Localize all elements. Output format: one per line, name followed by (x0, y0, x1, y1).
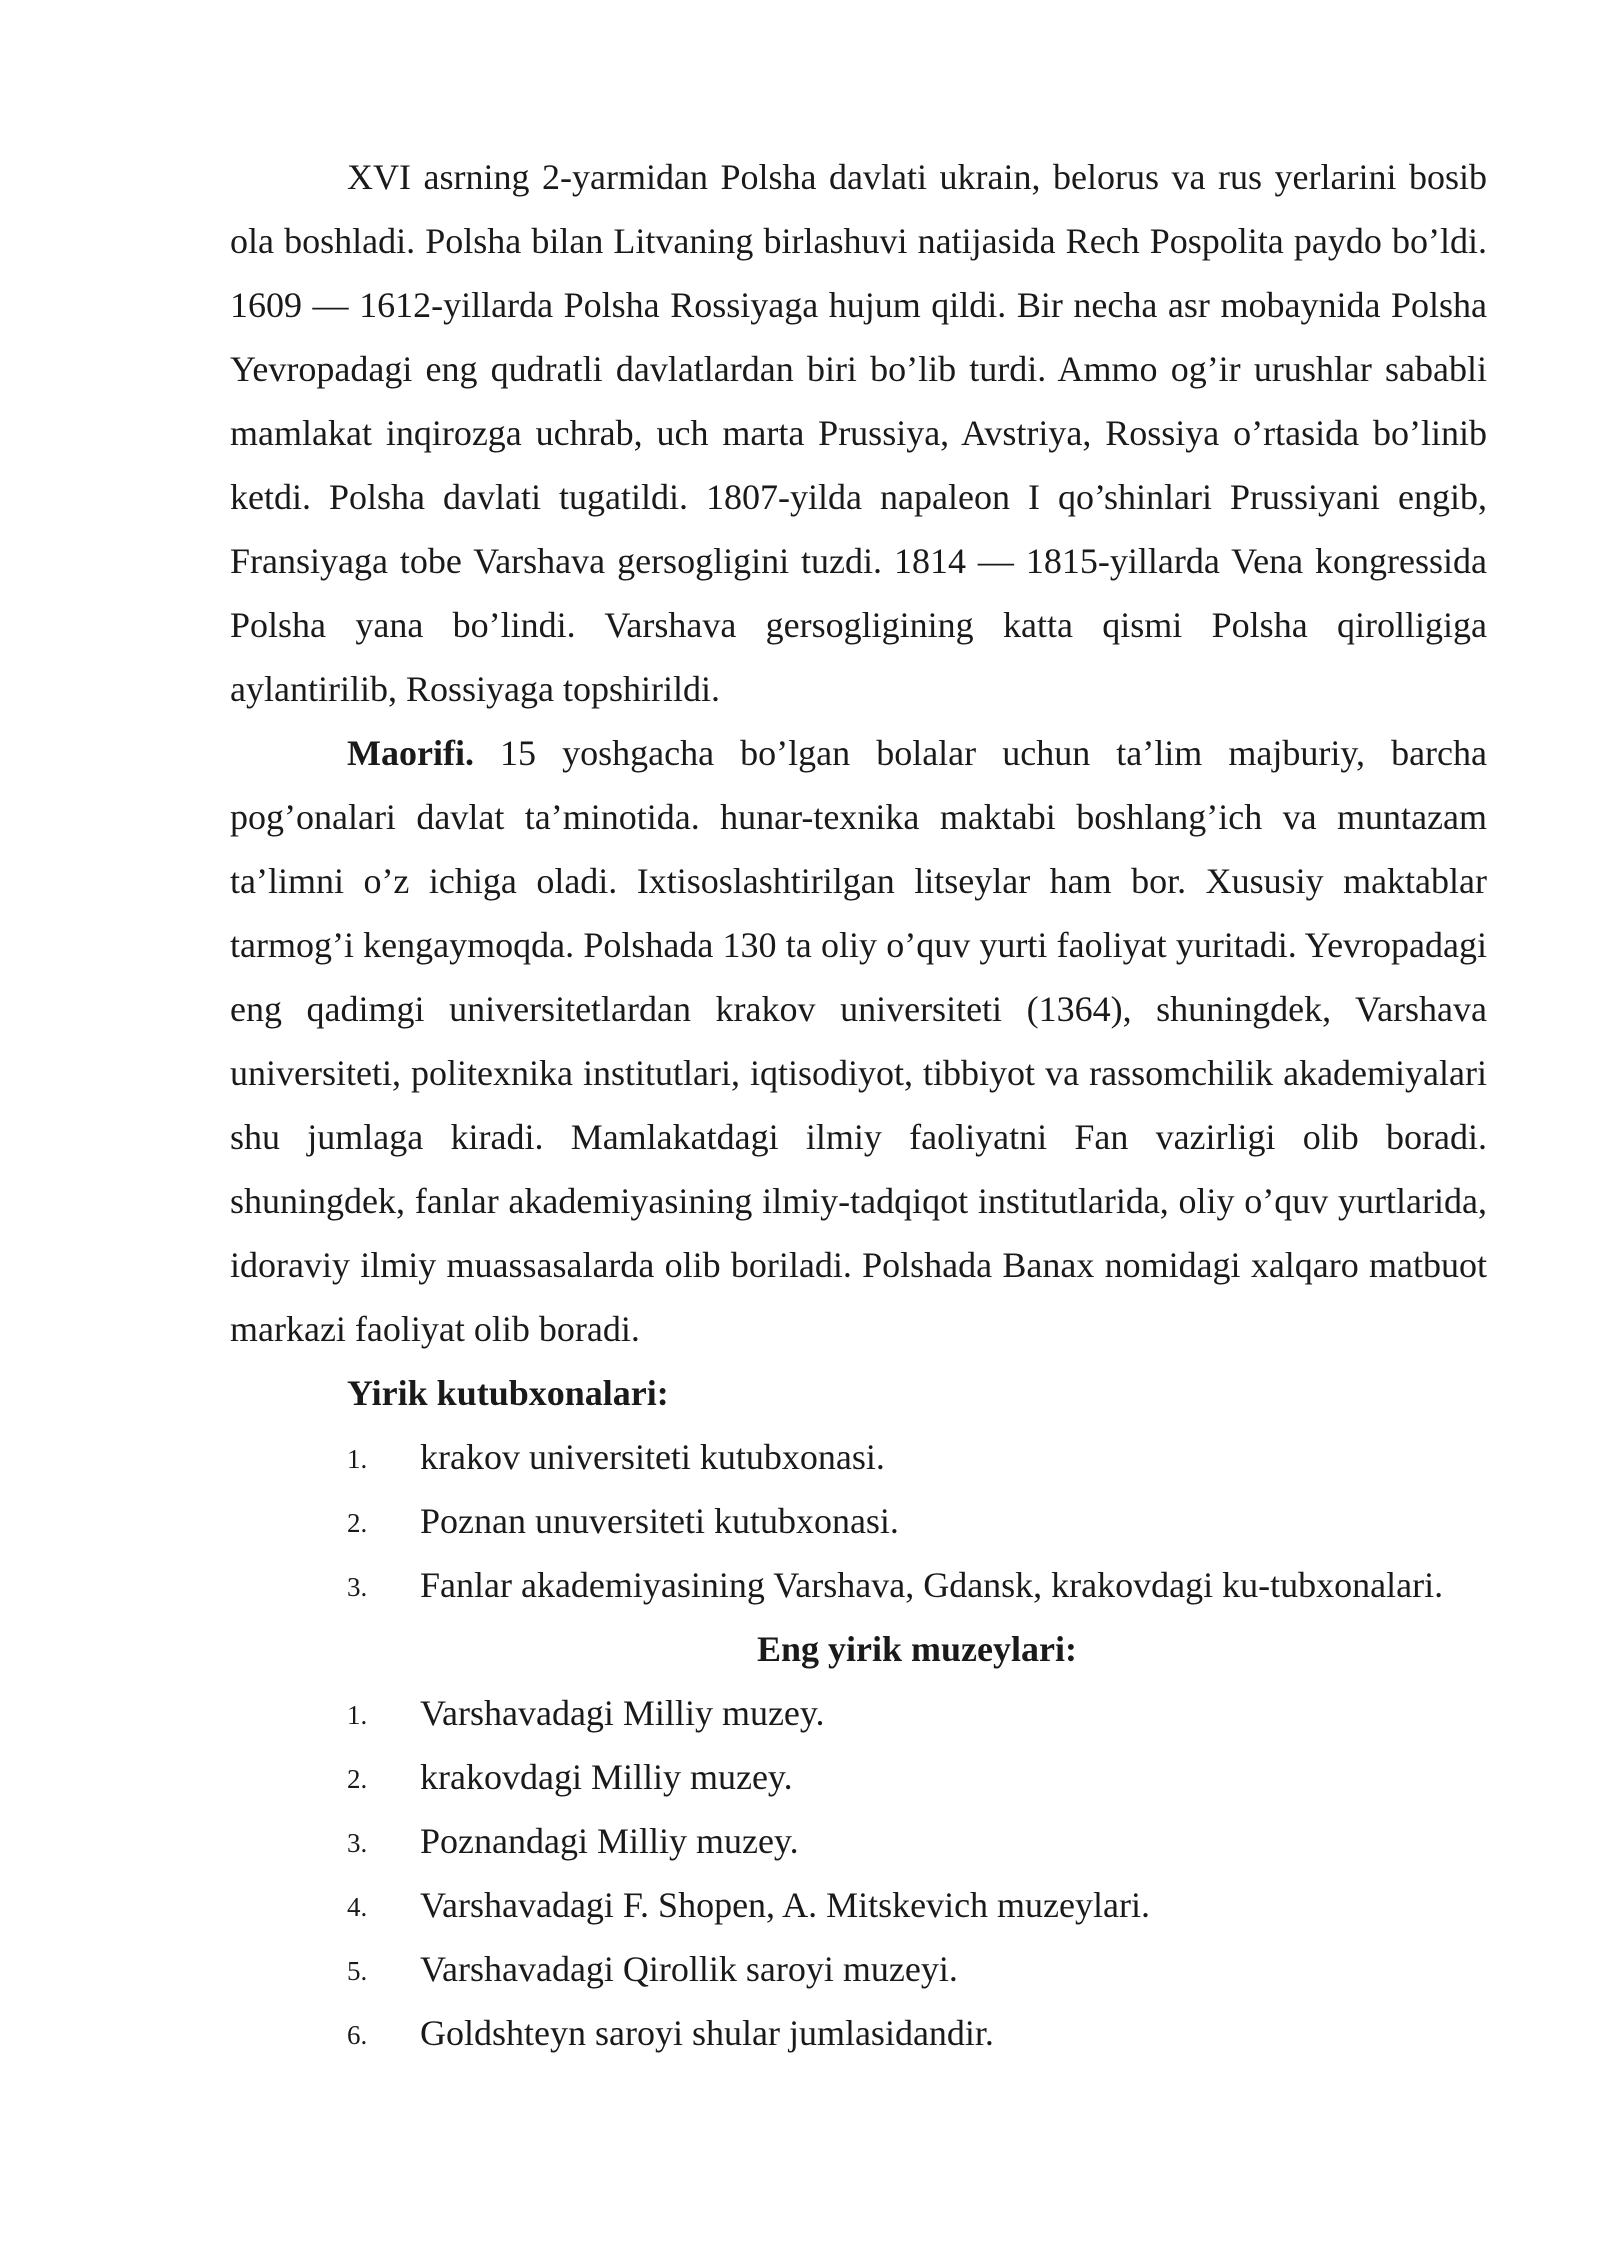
list-number: 2. (347, 1764, 368, 1794)
list-item (230, 1809, 1487, 1873)
list-item (230, 1745, 1487, 1809)
list-text: Goldshteyn saroyi shular jumlasidandir. (420, 2013, 994, 2053)
list-item (230, 1489, 1487, 1553)
museums-list (230, 1681, 1487, 2065)
list-item (230, 1425, 1487, 1489)
museums-heading: Eng yirik muzeylari: (757, 1629, 1077, 1669)
list-text: Varshavadagi Qirollik saroyi muzeyi. (420, 1949, 958, 1989)
paragraph-education (230, 721, 1487, 1361)
list-number: 3. (347, 1572, 368, 1602)
list-item (230, 1873, 1487, 1937)
list-number: 4. (347, 1892, 368, 1922)
libraries-heading: Yirik kutubxonalari: (347, 1373, 669, 1413)
education-lead: Maorifi. (347, 733, 474, 773)
list-text: krakov universiteti kutubxonasi. (420, 1437, 885, 1477)
list-number: 5. (347, 1956, 368, 1986)
list-text: Fanlar akademiyasining Varshava, Gdansk, krakovdagi ku-tubxonalari. (420, 1565, 1444, 1605)
document-page (230, 145, 1487, 2065)
list-text: Varshavadagi Milliy muzey. (420, 1693, 825, 1733)
paragraph-history: XVI asrning 2-yarmidan Polsha davlati ukrain, belorus va rus yerlarini bosib ola boshladi. Polsha bilan Litvaning birlashuvi natijasida Rech Pospolita paydo bo’ldi. 1609 — 1612-yillarda Polsha Rossiyaga hujum qildi. Bir necha asr mobaynida Polsha Yevropadagi eng qudratli davlatlardan biri bo’lib turdi. Ammo og’ir urushlar sababli mamlakat inqirozga uchrab, uch marta Prussiya, Avstriya, Rossiya o’rtasida bo’linib ketdi. Polsha davlati tugatildi. 1807-yilda napaleon I qo’shinlari Prussiyani engib, Fransiyaga tobe Varshava gersogligini tuzdi. 1814 — 1815-yillarda Vena kongressida Polsha yana bo’lindi. Varshava gersogligining katta qismi Polsha qirolligiga aylantirilib, Rossiyaga topshirildi. (230, 157, 1487, 709)
education-text: 15 yoshgacha bo’lgan bolalar uchun ta’lim majburiy, barcha pog’onalari davlat ta’minotida. hunar-texnika maktabi boshlang’ich va muntazam ta’limni o’z ichiga oladi. Ixtisoslashtirilgan litseylar ham bor. Xususiy maktablar tarmog’i kengaymoqda. Polshada 130 ta oliy o’quv yurti faoliyat yuritadi. Yevropadagi eng qadimgi universitetlardan krakov universiteti (1364), shuningdek, Varshava universiteti, politexnika institutlari, iqtisodiyot, tibbiyot va rassomchilik akademiyalari shu jumlaga kiradi. Mamlakatdagi ilmiy faoliyatni Fan vazirligi olib boradi. shuningdek, fanlar akademiyasining ilmiy-tadqiqot institutlarida, oliy o’quv yurtlarida, idoraviy ilmiy muassasalarda olib boriladi. Polshada Banax nomidagi xalqaro matbuot markazi faoliyat olib boradi. (230, 733, 1487, 1349)
list-text: Poznan unuversiteti kutubxonasi. (420, 1501, 899, 1541)
list-number: 1. (347, 1444, 368, 1474)
list-item (230, 2001, 1487, 2065)
libraries-list (230, 1425, 1487, 1617)
list-number: 2. (347, 1508, 368, 1538)
list-number: 6. (347, 2020, 368, 2050)
list-number: 1. (347, 1700, 368, 1730)
list-text: Varshavadagi F. Shopen, A. Mitskevich muzeylari. (420, 1885, 1150, 1925)
list-item (230, 1937, 1487, 2001)
list-number: 3. (347, 1828, 368, 1858)
list-text: krakovdagi Milliy muzey. (420, 1757, 793, 1797)
list-item (230, 1681, 1487, 1745)
list-item (230, 1553, 1487, 1617)
list-text: Poznandagi Milliy muzey. (420, 1821, 799, 1861)
